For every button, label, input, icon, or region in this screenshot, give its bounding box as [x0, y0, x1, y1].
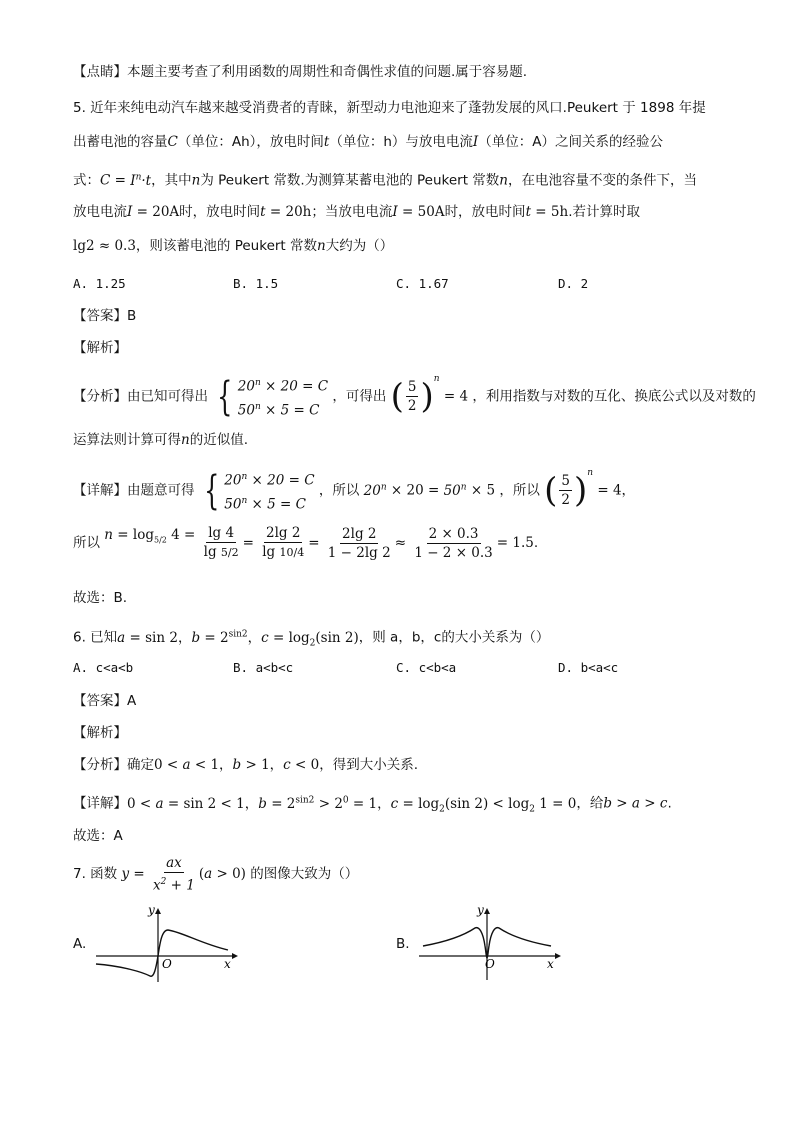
q7-graph-a [92, 902, 242, 984]
q6-fenxi: 【分析】确定0 < a < 1，b > 1，c < 0，得到大小关系. [73, 757, 419, 773]
q6-jiexi: 【解析】 [73, 725, 127, 741]
q5-option-b: B. 1.5 [233, 276, 279, 291]
q7-option-a-label: A. [73, 936, 87, 952]
q6-option-a: A. c<a<b [73, 660, 134, 675]
q6-option-b: B. a<b<c [233, 660, 294, 675]
dianjing-comment: 【点睛】本题主要考查了利用函数的周期性和奇偶性求值的问题.属于容易题. [73, 64, 528, 80]
q5-fenxi-line2: 运算法则计算可得n的近似值. [73, 432, 248, 448]
q5-line4: 放电电流I = 20A时，放电时间t = 20h；当放电电流I = 50A时，放电时间t = 5h.若计算时取 [73, 204, 640, 220]
q5-guxuan: 故选：B. [73, 590, 128, 606]
q6-answer: 【答案】A [73, 693, 137, 709]
svg-text:O: O [485, 957, 495, 971]
q5-line1: 5. 近年来纯电动汽车越来越受消费者的青睐，新型动力电池迎来了蓬勃发展的风口.Peukert 于 1898 年提 [73, 100, 706, 116]
q5-answer: 【答案】B [73, 308, 137, 324]
svg-text:O: O [162, 957, 172, 971]
svg-text:y: y [477, 903, 484, 917]
q5-fenxi: 【分析】由已知可得出 { $20^n \times 20 = C$ $50^n \times 5 = C$ ，可得出 ( $\frac{5}{2}$ )$^n$ = 4 ，利用指数与对数的互化、换底公式以及对数的 [73, 373, 756, 420]
q5-option-d: D. 2 [558, 276, 589, 291]
q6-guxuan: 故选：A [73, 828, 123, 844]
q5-line2: 出蓄电池的容量C（单位：Ah），放电时间t（单位：h）与放电电流I（单位：A）之间关系的经验公 [73, 134, 663, 150]
q6-xiangjie: 【详解】0 < a = sin 2 < 1，$b = 2^{sin2} > 2^0 = 1$，$c = \log_2(\sin$ $2) < \log_2 1 = 0$，给b > a > c. [73, 795, 672, 815]
q7-graph-b [415, 902, 565, 984]
svg-text:x: x [224, 957, 231, 971]
q6-option-d: D. b<a<c [558, 660, 619, 675]
svg-text:x: x [547, 957, 554, 971]
q5-suoyi: 所以 $n = \log_{5/2} 4$ = $\frac{\lg 4}{\lg 5/2}$ = $\frac{2\lg 2}{\lg 10/4}$ = $\frac{2\lg 2}{1 - 2\lg 2}$ ≈ $\frac{2 \times 0.3}{1 - 2 \times 0.3}$ = 1.5. [73, 525, 539, 561]
q6-line1: 6. 已知a = sin 2，$b = 2^{sin2}$，$c = \log_2(\sin$ 2)，则 a，b，c的大小关系为（） [73, 629, 550, 649]
q5-option-c: C. 1.67 [396, 276, 449, 291]
svg-text:y: y [148, 903, 155, 917]
q5-xiangjie: 【详解】由题意可得 { $20^n \times 20 = C$ $50^n \times 5 = C$ ，所以 $20^n \times 20 = 50^n \times 5$ ，所以 ( $\frac{5}{2}$ )$^n$ = 4， [73, 467, 636, 514]
q5-line5: lg2 ≈ 0.3，则该蓄电池的 Peukert 常数n大约为（） [73, 238, 394, 254]
q5-option-a: A. 1.25 [73, 276, 126, 291]
q6-option-c: C. c<b<a [396, 660, 457, 675]
q5-line3: 式：$C = I^n\cdot t$，其中n为 Peukert 常数.为测算某蓄电池的 Peukert 常数n，在电池容量不变的条件下，当 [73, 172, 697, 189]
q7-option-b-label: B. [396, 936, 410, 952]
q7-line1: 7. 函数 y = $\frac{ax}{x^2 + 1}$ (a > 0) 的图像大致为（） [73, 854, 359, 894]
q5-jiexi: 【解析】 [73, 340, 127, 356]
